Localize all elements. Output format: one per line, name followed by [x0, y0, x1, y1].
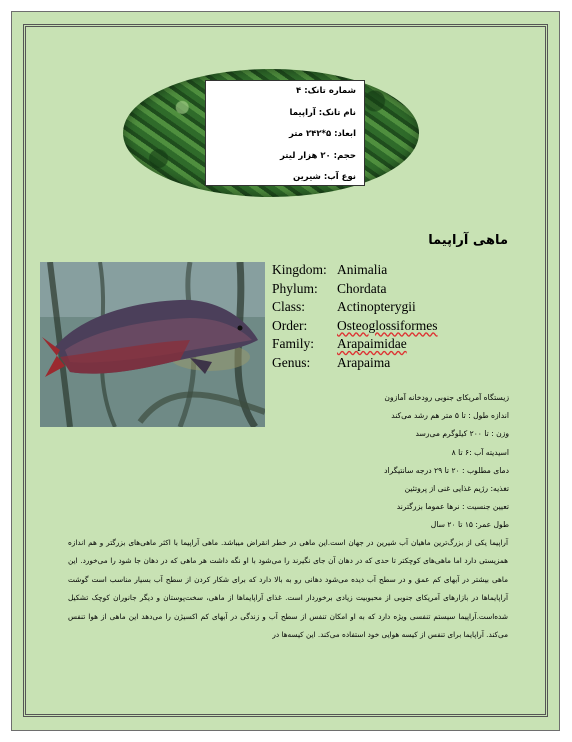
fish-photo-illustration: [40, 262, 265, 427]
arapaima-fish-photo: [40, 262, 265, 427]
tank-volume: حجم: ۲۰ هزار لیتر: [280, 150, 356, 161]
taxonomy-genus: Genus: Arapaima: [272, 354, 391, 370]
fact-ph: اسیدیته آب :۶ تا ۸: [451, 447, 509, 457]
fact-diet: تغذیه: رژیم غذایی غنی از پروتئین: [404, 483, 509, 493]
tank-dimensions: ابعاد: ۵*۲۴۲ متر: [288, 129, 356, 139]
fact-weight: وزن : تا ۲۰۰ کیلوگرم می‌رسد: [415, 429, 509, 439]
fact-list: [384, 391, 509, 537]
fact-sexing: تعیین جنسیت : نرها عموما بزرگترند: [396, 502, 509, 512]
water-type: نوع آب: شیرین: [292, 172, 356, 182]
page-title: ماهی آراپیما: [428, 233, 508, 248]
taxonomy-phylum: Phylum: Chordata: [272, 280, 387, 296]
taxonomy-order: Order: Osteoglossiformes: [272, 317, 438, 333]
fact-temperature: دمای مطلوب : ۲۰ تا ۲۹ درجه سانتیگراد: [384, 465, 509, 475]
taxonomy-class: Class: Actinopterygii: [272, 299, 416, 315]
taxonomy-list: [272, 261, 438, 373]
fact-length: اندازه طول : تا ۵ متر هم رشد می‌کند: [391, 411, 509, 421]
taxonomy-family: Family: Arapaimidae: [272, 336, 407, 352]
tank-info-box: [205, 80, 365, 186]
description-paragraph: آراپیما یکی از بزرگ‌ترین ماهیان آب شیرین در جهان است.این ماهی در خطر انقراض میباشد. ماهی آراپیما با اکثر ماهی‌های بزرگتر و هم اندازه همزیستی دارد اما ماهی‌های کوچکتر تا حدی که در دهان آن جای نگیرند را می‌شود با او نگه داشت هر ماهی که در دهان جا شود را می‌خورد. این ماهی بیشتر در آبهای کم عمق و در سطح آب دیده می‌شود دهانی رو به بالا دارد که برای شکار کردن از سطح آب بسیار مناسب است گوشت آراپایماها در بازارهای آمریکای جنوبی از محبوبیت زیادی برخوردار است. غذای آراپایماها از ماهی، سخت‌پوستان و دیگر جانوران کوچک تشکیل شده‌است.آراپیما سیستم تنفسی ویژه دارد که به او امکان تنفس از سطح آب و زندگی در آبهای کم اکسیژن را می‌دهد این ماهی از هوا تنفس می‌کند. آراپایما برای تنفس از کیسه هوایی خود استفاده می‌کند. این کیسه‌ها در: [68, 538, 508, 640]
fact-lifespan: طول عمر: ۱۵ تا ۲۰ سال: [430, 520, 509, 530]
tank-number: شماره تانک: ۴: [296, 86, 356, 96]
fact-habitat: زیستگاه آمریکای جنوبی رودخانه آمازون: [384, 393, 509, 402]
taxonomy-kingdom: Kingdom: Animalia: [272, 262, 388, 277]
tank-name: نام تانک: آراپیما: [289, 107, 356, 118]
